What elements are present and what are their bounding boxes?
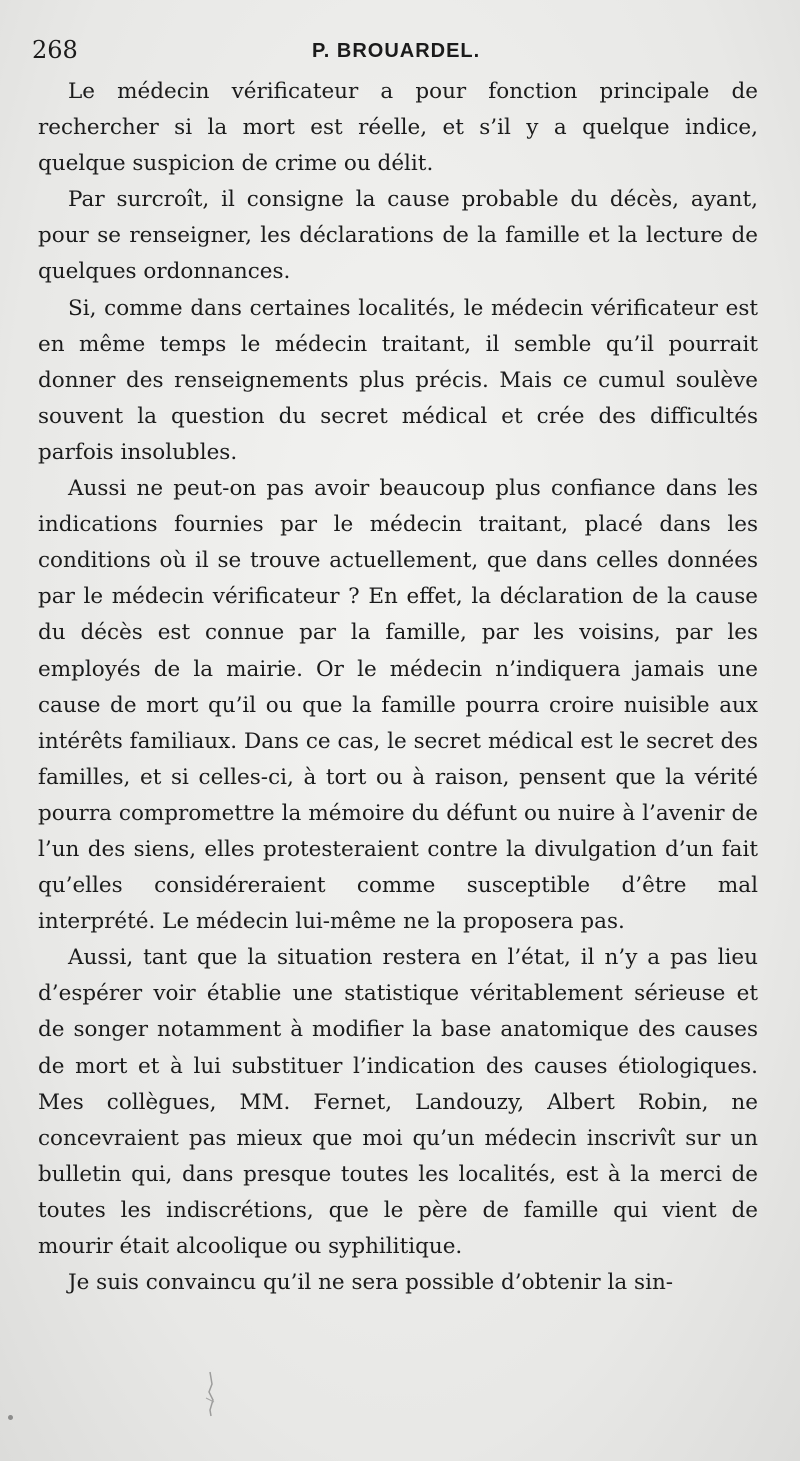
running-head: P. BROUARDEL. <box>312 40 481 62</box>
paragraph-3: Si, comme dans certaines localités, le médecin vérificateur est en même temps le médecin traitant, il semble qu’il pourrait donner des renseignements plus précis. Mais ce cumul soulève souvent la question du secret médical et crée des difficultés parfois insolubles. <box>38 295 758 465</box>
paragraph-4: Aussi ne peut-on pas avoir beaucoup plus confiance dans les indications fournies par le médecin traitant, placé dans les conditions où il se trouve actuellement, que dans celles données par le médecin vérificateur ? En effet, la déclaration de la cause du décès est connue par la famille, par les voisins, par les employés de la mairie. Or le médecin n’indiquera jamais une cause de mort qu’il ou que la famille pourra croire nuisible aux intérêts familiaux. Dans ce cas, le secret médical est le secret des familles, et si celles-ci, à tort ou à raison, pensent que la vérité pourra compromettre la mémoire du défunt ou nuire à l’avenir de l’un des siens, elles protesteraient contre la divulgation d’un fait qu’elles considéreraient comme susceptible d’être mal interprété. Le médecin lui-même ne la proposera pas. <box>38 476 758 935</box>
ink-smudge-mark <box>200 1370 220 1418</box>
ink-dot-mark <box>8 1415 13 1420</box>
paragraph-2: Par surcroît, il consigne la cause probable du décès, ayant, pour se renseigner, les déclarations de la famille et la lecture de quelques ordonnances. <box>38 187 758 285</box>
body-text <box>38 74 758 1301</box>
page-header <box>32 30 772 70</box>
paragraph-5: Aussi, tant que la situation restera en l’état, il n’y a pas lieu d’espérer voir établie une statistique véritablement sérieuse et de songer notamment à modifier la base anatomique des causes de mort et à lui substituer l’indication des causes étiologiques. Mes collègues, MM. Fernet, Landouzy, Albert Robin, ne concevraient pas mieux que moi qu’un médecin inscrivît sur un bulletin qui, dans presque toutes les localités, est à la merci de toutes les indiscrétions, que le père de famille qui vient de mourir était alcoolique ou syphilitique. <box>38 945 758 1259</box>
paragraph-1: Le médecin vérificateur a pour fonction principale de rechercher si la mort est réelle, et s’il y a quelque indice, quelque suspicion de crime ou délit. <box>38 79 758 177</box>
page-number: 268 <box>32 36 78 64</box>
paragraph-6: Je suis convaincu qu’il ne sera possible d’obtenir la sin- <box>68 1270 674 1296</box>
